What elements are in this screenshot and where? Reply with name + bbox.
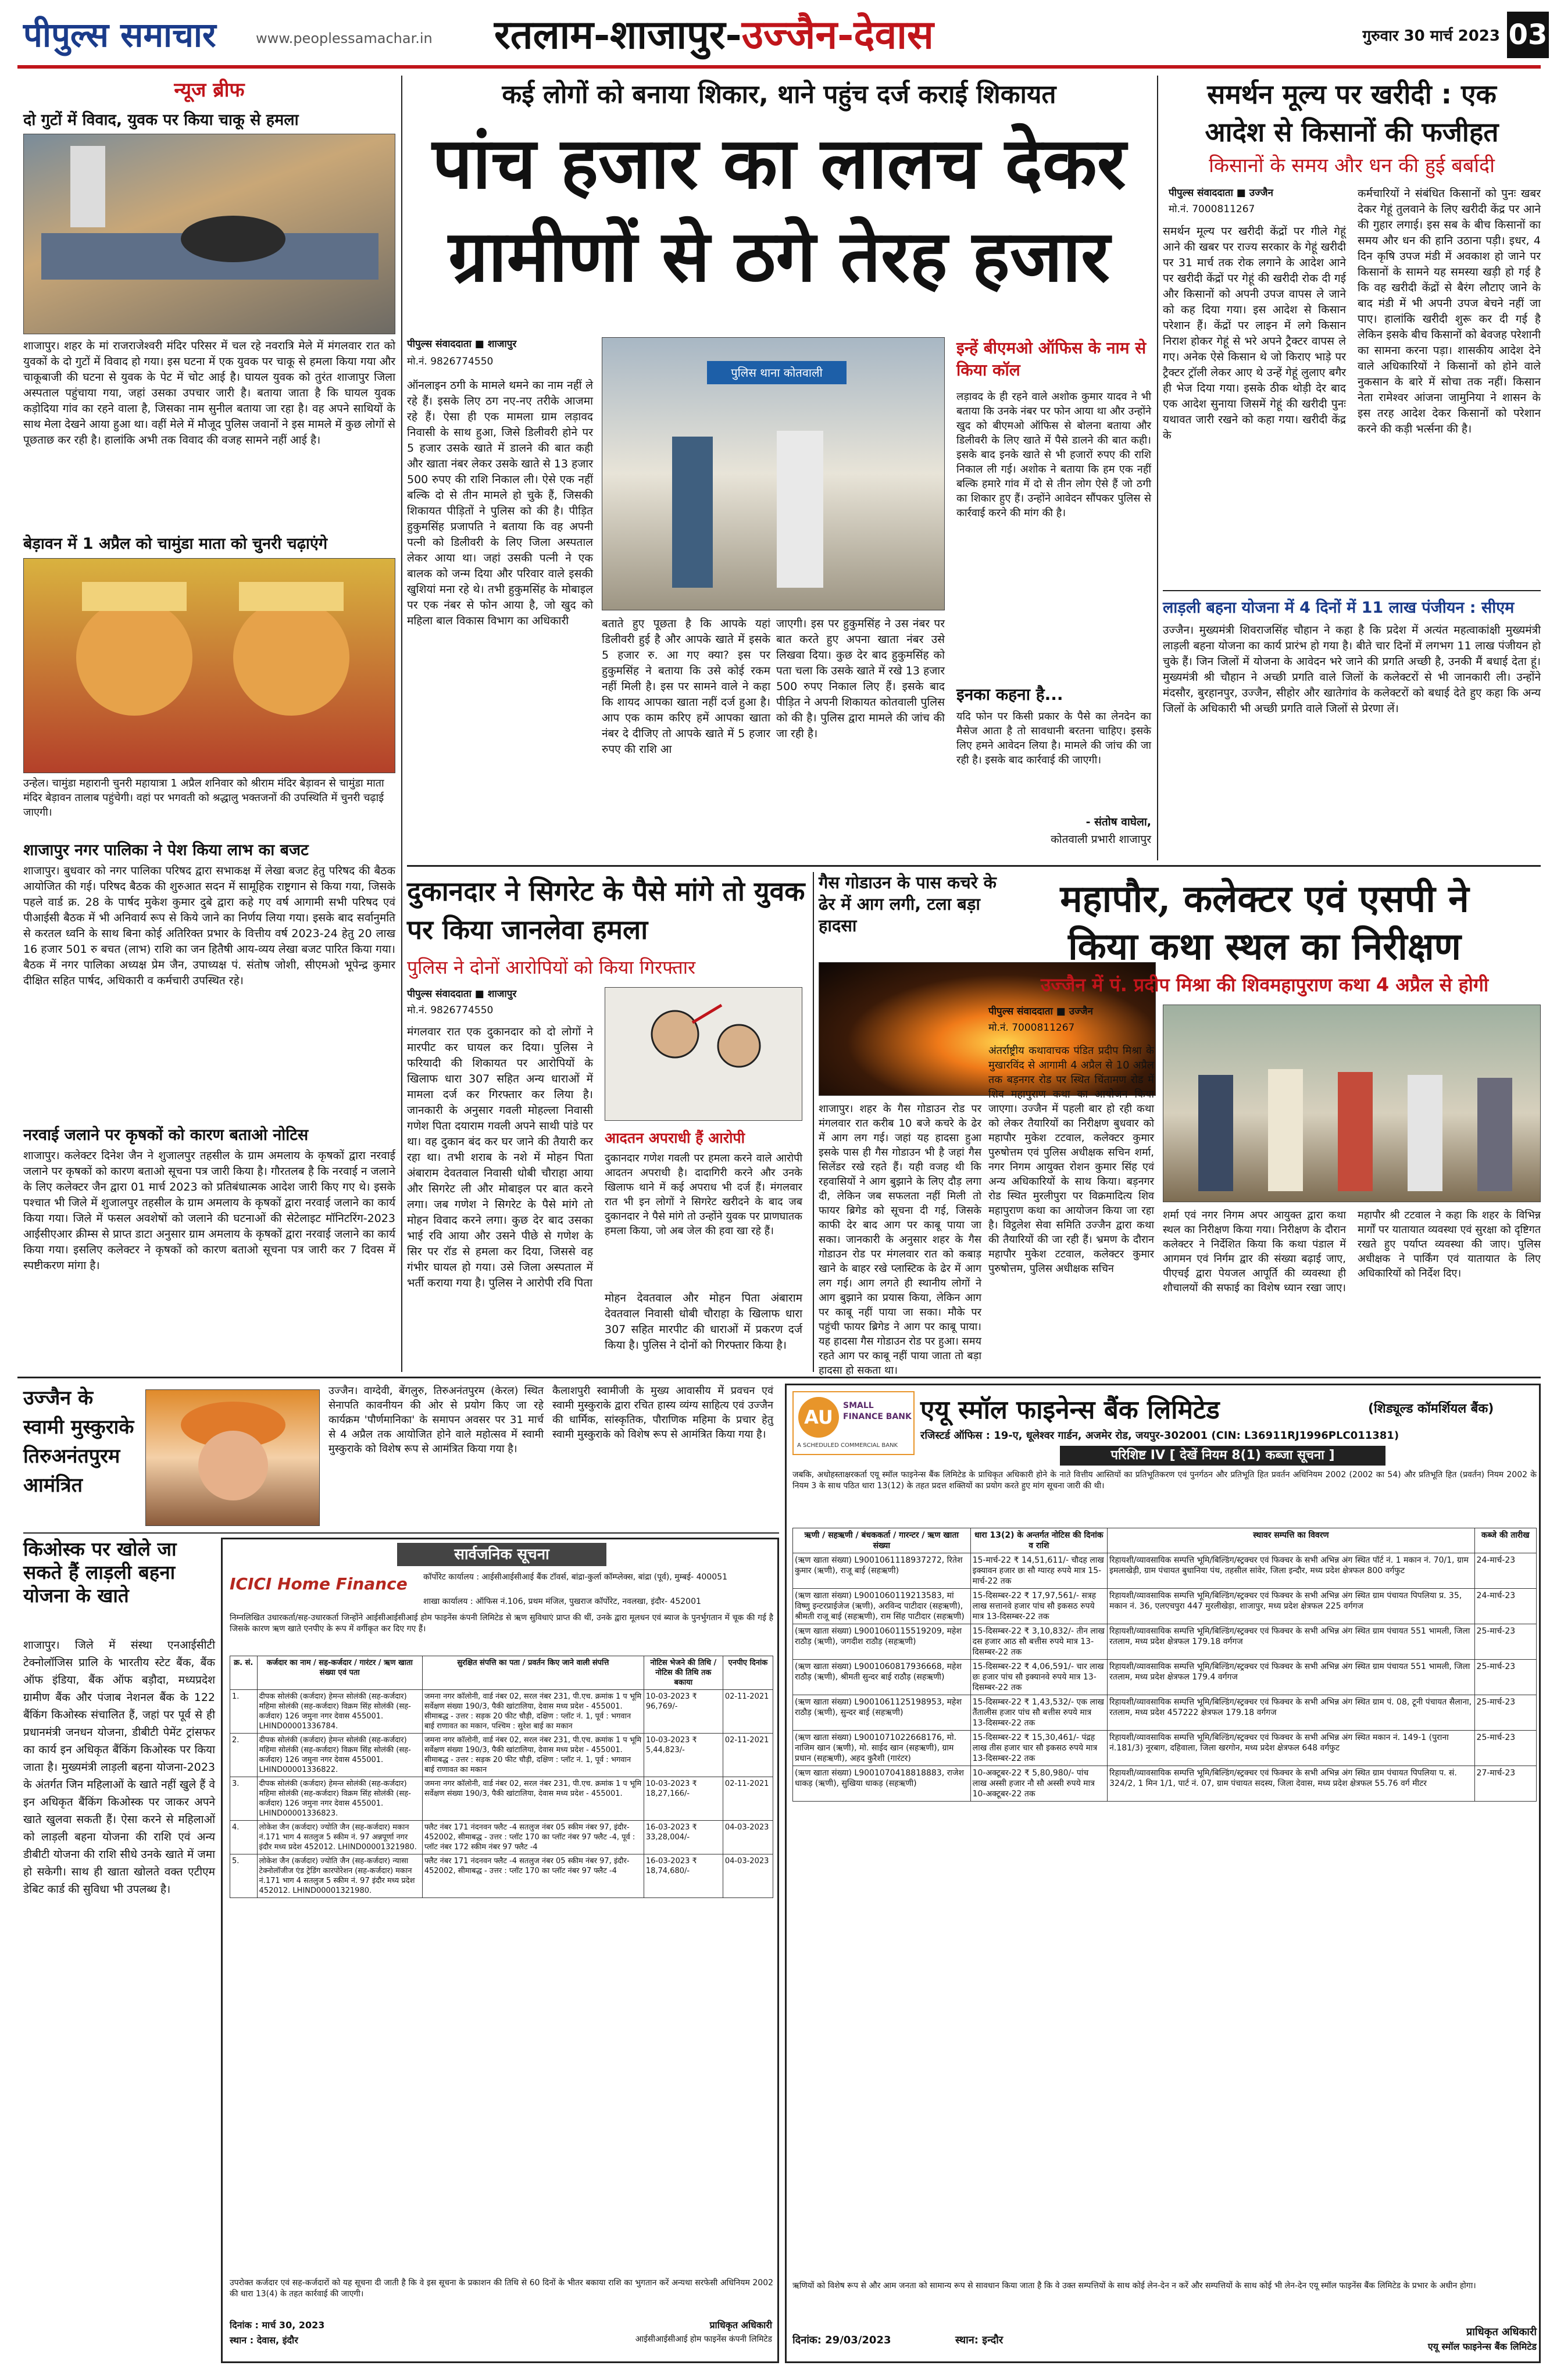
fraud-byline: पीपुल्स संवाददाता ■ शाजापुर <box>407 338 517 350</box>
icici-col-borrower: कर्जदार का नाम / सह-कर्जदार / गारंटर / ऋण खाता संख्या एवं पता <box>257 1656 422 1690</box>
page-number: 03 <box>1507 12 1549 58</box>
cigarette-subheadline: पुलिस ने दोनों आरोपियों को किया गिरफ्तार <box>407 956 696 978</box>
brief-headline-2: बेड़ावन में 1 अप्रैल को चामुंडा माता को चुनरी चढ़ाएंगे <box>23 535 328 553</box>
cell: 15-दिसम्बर-22 ₹ 17,97,561/- सत्रह लाख सत्तानवे हजार पांच सौ इकसठ रुपये मात्र 13-दिसम्बर-22 तक <box>970 1589 1108 1624</box>
cell: 4. <box>230 1821 258 1854</box>
column-divider-left <box>401 76 402 1372</box>
au-office: रजिस्टर्ड ऑफिस : 19-ए, धूलेश्वर गार्डन, अजमेर रोड, जयपुर-302001 (CIN: L36911RJ1996PLC011381) <box>920 1430 1399 1442</box>
brief-text-4: शाजापुर। कलेक्टर दिनेश जैन ने शुजालपुर तहसील के ग्राम अमलाय के कृषकों द्वारा नरवाई जलाने पर कृषकों को कारण बताओ सूचना पत्र जारी किया है। गौरतलब है कि नरवाई न जलाने के लिए कलेक्टर जैन द्वारा 01 मार्च 2023 को प्रतिबंधात्मक आदेश जारी किए गए थे। इसके पश्चात भी जिले में शुजालपुर तहसील के ग्राम अमलाय के कृषकों द्वारा नरवाई जलाने का कार्य किया गया। जिले में फसल अवशेषों को जलाने की घटनाओं की सेटेलाइट मॉनिटरिंग-2023 आईसीएआर क्रीम्स से प्राप्त डाटा अनुसार ग्राम अमलाय के कृषकों द्वारा नरवाई जलाने का कार्य किया गया। इसलिए कलेक्टर ने कृषकों को कारण बताओ सूचना पत्र जारी कर 7 दिवस में स्पष्टीकरण मांगा है। <box>23 1149 395 1272</box>
fraud-text-1: ऑनलाइन ठगी के मामले थमने का नाम नहीं ले रहे हैं। इसके लिए ठग नए-नए तरीके आजमा रहे हैं। ऐसा ही एक मामला ग्राम लड़ावद निवासी के साथ हुआ, जिसे डिलीवरी होने पर 5 हजार उसके खाते में डालने की बात कही और खाता नंबर लेकर उसके खाते से 13 हजार 500 रुपए की राशि निकाल ली। ऐसे एक नहीं बल्कि दो से तीन मामले हो चुके हैं, जिसकी शिकायत पीड़ितों ने पुलिस को की है। पीड़ित हुकुमसिंह प्रजापति ने बताया कि वह अपनी पत्नी को डिलीवरी के लिए जिला अस्पताल लेकर आया था। जहां उसकी पत्नी ने एक बालक को जन्म दिया और परिवार वाले इसकी खुशियां मना रहे थे। तभी हुकुमसिंह के मोबाइल पर एक नंबर से फोन आया है, जो खुद को महिला बाल विकास विभाग का अधिकारी <box>407 379 593 627</box>
icici-place: स्थान : देवास, इंदौर <box>230 2335 298 2346</box>
msp-subheadline: किसानों के समय और धन की हुई बर्बादी <box>1209 154 1495 177</box>
au-table <box>792 1528 1537 1802</box>
au-logo-box <box>792 1391 915 1455</box>
cell: लोकेश जैन (कर्जदार) ज्योति जैन (सह-कर्जदार) मकान नं.171 भाग 4 सतलुज 5 स्कीम नं. 97 अन्नपूर्णा नगर इंदौर मध्य प्रदेश 452012. LHIND00001321980. <box>257 1821 422 1854</box>
fire-text: शाजापुर। शहर के गैस गोडाउन रोड पर मंगलवार रात करीब 10 बजे कचरे के ढेर में आग लग गई। जहां यह हादसा हुआ इसके पास ही गैस गोडाउन भी है जहां गैस सिलेंडर रखे रहते हैं। यही वजह थी कि रहवासियों ने आग बुझाने के लिए दौड़ लगा दी, लेकिन जब सफलता नहीं मिली तो फायर ब्रिगेड को सूचना दी गई, जिसके काफी देर बाद आग पर काबू पाया जा सका। जानकारी के अनुसार शहर के गैस गोडाउन रोड पर मंगलवार रात को कबाड़ खाने के बाहर रखे प्लास्टिक के ढेर में आग लग गई। आग लगते ही स्थानीय लोगों ने आग बुझाने का प्रयास किया, लेकिन आग पर काबू नहीं पाया जा सका। मौके पर पहुंची फायर ब्रिगेड ने आग पर काबू पाया। यह हादसा गैस गोडाउन रोड पर हुआ। समय रहते आग पर काबू नहीं पाया जाता तो बड़ा हादसा हो सकता था। <box>819 1103 981 1377</box>
kiosk-text: शाजापुर। जिले में संस्था एनआईसीटी टेक्नोलॉजिस प्रालि के भारतीय स्टेट बैंक, बैंक ऑफ इंडिया, बैंक ऑफ बड़ौदा, मध्यप्रदेश ग्रामीण बैंक और पंजाब नेशनल बैंक के 122 बैंकिंग किओस्क संचालित हैं, जहां पर पूर्व से ही प्रधानमंत्री जनधन योजना, डीबीटी पेमेंट ट्रांसफर का कार्य इन अधिकृत बैंकिंग किओस्क पर किया जाता है। मुख्यमंत्री लाड़ली बहना योजना-2023 के अंतर्गत जिन महिलाओं के खाते नहीं खुले हैं वे इन अधिकृत बैंकिंग किओस्क पर जाकर अपने खाते खुलवा सकती हैं। ऐसा करने से महिलाओं को लाड़ली बहना योजना की राशि एवं अन्य डीबीटी योजना की राशि सीधे उनके खाते में जमा हो सकेगी। साथ ही खाता खोलते वक्त एटीएम डेबिट कार्ड की सुविधा भी उपलब्ध है। <box>23 1639 215 1896</box>
edition-title <box>494 6 1105 58</box>
msp-ladli-divider <box>1163 590 1541 591</box>
swami-text-2: कैलाशपुरी स्वामीजी के मुख्य आवासीय में प्रवचन एवं स्वामी मुस्कुराके द्वारा रचित हास्य व्यंग्य साहित्य एवं उज्जैन की धार्मिक, सांस्कृतिक, पौराणिक महिमा के प्रचार हेतु स्वामी मुस्कुराके को विशेष रूप से आमंत्रित किया गया है। <box>552 1385 773 1441</box>
mayor-headline-1: महापौर, कलेक्टर एवं एसपी ने <box>1060 877 1469 921</box>
cell: 10-03-2023 ₹ 5,44,823/- <box>644 1734 723 1777</box>
au-footer: ऋणियों को विशेष रूप से और आम जनता को सामान्य रूप से सावधान किया जाता है कि वे उक्त सम्पत्तियों के साथ कोई लेन-देन न करें और सम्पत्तियों के साथ कोई भी लेन-देन एयू स्मॉल फाइनेंस बैंक लिमिटेड के प्रभार के अधीन होगा। <box>792 2281 1476 2290</box>
cell: (ऋण खाता संख्या) L9001061118937272, रितेश कुमार (ऋणी), राजू बाई (सहऋणी) <box>793 1553 971 1589</box>
icici-date: दिनांक : मार्च 30, 2023 <box>230 2320 325 2331</box>
cigarette-box-text: दुकानदार गणेश गवली पर हमला करने वाले आरोपी आदतन अपराधी है। दादागिरी करने और उनके खिलाफ थाने में कई अपराध भी दर्ज हैं। मंगलवार रात भी इन लोगों ने सिगरेट खरीदने के बाद जब दुकानदार ने पैसे मांगे तो उन्होंने युवक पर प्राणघातक हमला किया, जो अब जेल की हवा खा रहे हैं। <box>605 1152 802 1237</box>
cigarette-byline: पीपुल्स संवाददाता ■ शाजापुर <box>407 988 517 1000</box>
cell: दीपक सोलंकी (कर्जदार) हेमन्त सोलंकी (सह-कर्जदार) महिमा सोलंकी (सह-कर्जदार) विक्रम सिंह सोलंकी (सह-कर्जदार) 126 जमुना नगर देवास 455001. LHIND00001336822. <box>257 1734 422 1777</box>
cell: 15-दिसम्बर-22 ₹ 4,06,591/- चार लाख छः हजार पांच सौ इक्यानवे रुपये मात्र 13-दिसम्बर-22 तक <box>970 1660 1108 1695</box>
fraud-quote-author: - संतोष वाघेला, <box>1085 816 1151 828</box>
cigarette-text-1: मंगलवार रात एक दुकानदार को दो लोगों ने मारपीट कर घायल कर दिया। पुलिस ने फरियादी की शिकायत पर आरोपियों के खिलाफ धारा 307 सहित अन्य धाराओं में मामला दर्ज कर गिरफ्तार कर लिया है। जानकारी के अनुसार गवली मोहल्ला निवासी गणेश पिता दयाराम गवली अपने साथी पांडे पर था। वह दुकान बंद कर घर जाने की तैयारी कर रहा था। तभी शराब के नशे में मोहन पिता अंबाराम देवतवाल निवासी धोबी चौराहा आया और सिगरेट ली और मोबाइल पर बात करने लगा। जब गणेश ने सिगरेट के पैसे मांगे तो मोहन विवाद करने लगा। कुछ देर बाद उसका भाई रवि आया और उसने पीछे से गणेश के सिर पर रॉड से हमला कर दिया, जिससे वह गंभीर घायल हो गया। उसे जिला अस्पताल में भर्ती कराया गया है। पुलिस ने आरोपी रवि पिता <box>407 1025 593 1289</box>
table-row <box>793 1695 1537 1731</box>
police-station-sign: पुलिस थाना कोतवाली <box>707 361 847 384</box>
cell: रिहायशी/व्यावसायिक सम्पत्ति भूमि/बिल्डिंग/स्ट्रक्चर एवं फिक्चर के सभी अभिन्न अंग स्थित ग्राम पंचायत पिपलिया प्र. 35, मकान नं. 36, एलएचपुरा 447 मुरलीखेड़ा, शाजापुर, मध्य प्रदेश क्षेत्रफल 225 वर्गगज <box>1108 1589 1474 1624</box>
goddess-photo <box>23 558 395 773</box>
cell: (ऋण खाता संख्या) L9001070418818883, राजेश धाकड़ (ऋणी), सुखिया धाकड़ (सहऋणी) <box>793 1766 971 1802</box>
icici-logo: ICICI Home Finance <box>230 1574 408 1593</box>
au-col-notice: धारा 13(2) के अन्तर्गत नोटिस की दिनांक व राशि <box>970 1528 1108 1553</box>
fraud-kicker: कई लोगों को बनाया शिकार, थाने पहुंच दर्ज कराई शिकायत <box>502 80 1056 109</box>
cigarette-text-2: मोहन देवतवाल और मोहन पिता अंबाराम देवतवाल निवासी धोबी चौराहा के खिलाफ धारा 307 सहित मारपीट की धाराओं में प्रकरण दर्ज किया है। पुलिस ने दोनों को गिरफ्तार किया है। <box>605 1292 802 1352</box>
column-divider-center <box>1157 76 1158 860</box>
fraud-mobile: मो.नं. 9826774550 <box>407 356 494 367</box>
au-bank-notice <box>785 1384 1541 2363</box>
cell: (ऋण खाता संख्या) L9001061125198953, महेश राठौड़ (ऋणी), सुन्दर बाई (सहऋणी) <box>793 1695 971 1731</box>
lower-horizontal-rule <box>17 1377 1541 1378</box>
mayor-text-2: शर्मा एवं नगर निगम अपर आयुक्त द्वारा कथा स्थल का निरीक्षण किया गया। निरीक्षण के दौरान कलेक्टर ने निर्देशित किया कि कथा पंडाल में आगमन एवं निर्गम द्वार की संख्या बढ़ाई जाए, पीएचई द्वारा पेयजल आपूर्ति की व्यवस्था ही शौचालयों की सफाई का विशेष ध्यान रखा जाए। महापौर श्री टटवाल ने कहा कि शहर के विभिन्न मार्गों पर यातायात व्यवस्था एवं सुरक्षा को दृष्टिगत रखते हुए पर्याप्त व्यवस्था की जाए। पुलिस अधीक्षक ने पार्किंग एवं यातायात के लिए अधिकारियों को निर्देश दिए। <box>1163 1209 1541 1294</box>
icici-table <box>230 1656 773 1898</box>
cell: 10-अक्टूबर-22 ₹ 5,80,980/- पांच लाख अस्सी हजार नौ सौ अस्सी रुपये मात्र 10-अक्टूबर-22 तक <box>970 1766 1108 1802</box>
ladli-headline: लाड़ली बहना योजना में 4 दिनों में 11 लाख पंजीयन : सीएम <box>1163 599 1515 617</box>
cell: जमना नगर कॉलोनी, वार्ड नंबर 02, सरल नंबर 231, पी.एच. क्रमांक 1 प भूमि सर्वेक्षण संख्या 190/3, पैकी खांटालिया, देवास मध्य प्रदेश - 455001. सीमाबद्ध - उत्तर : सड़क 20 फीट चौड़ी, दक्षिण : प्लॉट नं. 1, पूर्व : भगवान बाई राणावत का मकान, पश्चिम : सुरेश बाई का मकान <box>422 1690 644 1734</box>
cell: 16-03-2023 ₹ 33,28,004/- <box>644 1821 723 1854</box>
cell: रिहायशी/व्यावसायिक सम्पत्ति भूमि/बिल्डिंग/स्ट्रक्चर एवं फिक्चर के सभी अभिन्न अंग स्थित ग्राम पंचायत पिपलिया प. सं. 324/2, 1 मिन 1/1, पार्ट नं. 07, ग्राम पंचायत सदस्य, जिला देवास, मध्य प्रदेश क्षेत्रफल 55.76 वर्ग मीटर <box>1108 1766 1474 1802</box>
au-date: दिनांक: 29/03/2023 <box>792 2334 891 2346</box>
cell: रिहायशी/व्यावसायिक सम्पत्ति भूमि/बिल्डिंग/स्ट्रक्चर एवं फिक्चर के सभी अभिन्न अंग स्थित ग्राम पं. 08, टूनी पंचायत सैलाना, रतलाम, मध्य प्रदेश 457222 क्षेत्रफल 179.18 वर्गगज <box>1108 1695 1474 1731</box>
cell: रिहायशी/व्यावसायिक सम्पत्ति भूमि/बिल्डिंग/स्ट्रक्चर एवं फिक्चर के सभी अभिन्न अंग स्थित मकान नं. 149-1 (पुराना नं.181/3) नूरबाग, दहिवाला, जिला खरगोन, मध्य प्रदेश क्षेत्रफल 648 वर्गफुट <box>1108 1731 1474 1766</box>
table-row <box>230 1690 773 1734</box>
hospital-photo-illustration <box>24 134 396 335</box>
swami-story <box>23 1384 779 1529</box>
fraud-headline: पांच हजार का लालच देकर ग्रामीणों से ठगे तेरह हजार <box>432 121 1126 298</box>
brief-headline-1: दो गुटों में विवाद, युवक पर किया चाकू से हमला <box>23 111 299 129</box>
cell: 25-मार्च-23 <box>1474 1695 1536 1731</box>
news-brief-column <box>23 76 395 1372</box>
column-divider-cig <box>813 872 814 1372</box>
edition-title-accent: उज्जैन-देवास <box>741 12 934 58</box>
table-row <box>230 1734 773 1777</box>
au-table-header <box>793 1528 1537 1553</box>
table-row <box>230 1821 773 1854</box>
cell: 02-11-2021 <box>723 1734 773 1777</box>
brief-headline-3: शाजापुर नगर पालिका ने पेश किया लाभ का बजट <box>23 841 309 859</box>
icici-signatory: प्राधिकृत अधिकारी <box>709 2320 772 2331</box>
cell: फ्लैट नंबर 171 नंदनवन फ्लैट -4 सतलुज नंबर 05 स्कीम नंबर 97, इंदौर- 452002, सीमाबद्ध - उत्तर : प्लॉट 170 का प्लॉट नंबर 97 फ्लैट -4, पूर्व : प्लॉट नंबर 172 स्कीम नंबर 97 फ्लैट -4 <box>422 1821 644 1854</box>
au-signatory: प्राधिकृत अधिकारी <box>1466 2326 1537 2338</box>
mayor-mobile: मो.नं. 7000811267 <box>988 1022 1075 1034</box>
fraud-side-text: लड़ावद के ही रहने वाले अशोक कुमार यादव ने भी बताया कि उनके नंबर पर फोन आया था और उन्होंने खुद को बीएमओ ऑफिस से बोलना बताया और डिलीवरी के लिए खाते में पैसे डालने की बात कही। इसके बाद इनके खाते से भी हजारों रुपए की राशि निकाल ली गई। अशोक ने बताया कि हम एक नहीं बल्कि हमारे गांव में दो से तीन लोग ऐसे हैं जो ठगी का शिकार हुए हैं। उन्होंने आवेदन सौंपकर पुलिस से कार्रवाई करने की मांग की है। <box>956 391 1151 519</box>
table-row <box>793 1731 1537 1766</box>
swami-headline: उज्जैन के स्वामी मुस्कुराके तिरुअनंतपुरम आमंत्रित <box>23 1386 134 1497</box>
cell: 24-मार्च-23 <box>1474 1553 1536 1589</box>
cell: रिहायशी/व्यावसायिक सम्पत्ति भूमि/बिल्डिंग/स्ट्रक्चर एवं फिक्चर के सभी अभिन्न अंग स्थित पॉर्ट नं. 1 मकान नं. 70/1, ग्राम इमलाखेड़ी, ग्राम पंचायत बुधानिया पंथ, तहसील सांवेर, जिला इन्दौर, मध्य प्रदेश क्षेत्रफल 800 वर्गफुट <box>1108 1553 1474 1589</box>
au-logo-text: SMALL FINANCE BANK <box>843 1401 912 1421</box>
icici-table-header <box>230 1656 773 1690</box>
au-logo-mark: AU <box>798 1397 839 1438</box>
msp-story <box>1163 76 1541 587</box>
au-logo-tagline: A SCHEDULED COMMERCIAL BANK <box>797 1442 898 1449</box>
cigarette-box-headline: आदतन अपराधी हैं आरोपी <box>605 1130 745 1146</box>
au-col-possession: कब्जे की तारीख <box>1474 1528 1536 1553</box>
cell: (ऋण खाता संख्या) L9001060119213583, मां विष्णु इन्टरप्राईजेज (ऋणी), अरविन्द पाटीदार (सहऋणी), श्रीमती राजू बाई (सहऋणी), राम सिंह पाटीदार (सहऋणी) <box>793 1589 971 1624</box>
msp-text-2: कर्मचारियों ने संबंधित किसानों को पुनः खबर देकर गेहूं तुलवाने के लिए खरीदी केंद्र पर आने की गुहार लगाई। इस सब के बीच किसानों का समय और धन की हानि उठाना पड़ी। इधर, 4 दिन कृषि उपज मंडी में अवकाश हो जाने पर किसानों के सामने यह समस्या खड़ी हो गई है कि वह खरीदी केंद्रों से बैरंग लौटाए जाने के बाद मंडी में भी अपनी उपज बेचने नहीं जा पाए। हालांकि खरीदी शुरू कर दी गई है लेकिन इसके बीच किसानों को बेवजह परेशानी का सामना करना पड़ा। शासकीय आदेश देने वाले अधिकारियों ने किसानों को होने वाले नुकसान के बारे में सोचा तक नहीं। किसान नेता रामेश्वर आंजना जामुनिया ने शासन के इस तरह आदेश देकर किसानों को परेशान करने की कड़ी भर्त्सना की है। <box>1358 187 1541 435</box>
cell: 1. <box>230 1690 258 1734</box>
ladli-text: उज्जैन। मुख्यमंत्री शिवराजसिंह चौहान ने कहा है कि प्रदेश में अत्यंत महत्वाकांक्षी मुख्यमंत्री लाड़ली बहना योजना का कार्य प्रारंभ हो गया है। बीते चार दिनों में लगभग 11 लाख पंजीयन हो चुके हैं। जिन जिलों में योजना के आवेदन भरे जाने की प्रगति अच्छी है, उनकी मैं बधाई देता हूं। मुख्यमंत्री श्री चौहान ने अच्छी प्रगति वाले जिलों के कलेक्टरों से भी जानकारी ली। उन्होंने मंदसौर, बुरहानपुर, उज्जैन, सीहोर और खातेगांव के कलेक्टरों को बधाई देते हुए कहा कि अन्य जिलों के अधिकारी भी अच्छी प्रगति वाले जिलों से प्रेरणा लें। <box>1163 624 1541 715</box>
fraud-quote-headline: इनका कहना है... <box>956 685 1063 704</box>
icici-col-property: सुरक्षित संपत्ति का पता / प्रवर्तन किए जाने वाली संपत्ति <box>422 1656 644 1690</box>
mayor-headline-2: किया कथा स्थल का निरीक्षण <box>1068 925 1461 969</box>
cell: 10-03-2023 ₹ 18,27,166/- <box>644 1777 723 1821</box>
icici-banner: सार्वजनिक सूचना <box>397 1543 606 1566</box>
table-row <box>793 1624 1537 1660</box>
cell: (ऋण खाता संख्या) L9001071022668176, मो. नाजिम खान (ऋणी), मो. साईद खान (सहऋणी), ग्राम प्रधान (सहऋणी), अहद कुरैशी (गारंटर) <box>793 1731 971 1766</box>
msp-byline: पीपुल्स संवाददाता ■ उज्जैन <box>1169 187 1273 199</box>
cell: 15-दिसम्बर-22 ₹ 15,30,461/- पंद्रह लाख तीस हजार चार सौ इकसठ रुपये मात्र 13-दिसम्बर-22 तक <box>970 1731 1108 1766</box>
news-brief-label: न्यूज ब्रीफ <box>174 78 245 102</box>
brief-headline-4: नरवाई जलाने पर कृषकों को कारण बताओ नोटिस <box>23 1126 309 1144</box>
fraud-quote-text: यदि फोन पर किसी प्रकार के पैसे का लेनदेन का मैसेज आता है तो सावधानी बरतना चाहिए। इसके लिए हमने आवेदन लिया है। मामले की जांच की जा रही है। इसके बाद कार्रवाई की जाएगी। <box>956 710 1151 766</box>
cell: (ऋण खाता संख्या) L9001060817936668, महेश राठौड़ (ऋणी), श्रीमती सुन्दर बाई राठौड़ (सहऋणी) <box>793 1660 971 1695</box>
au-place: स्थान: इन्दौर <box>955 2334 1004 2346</box>
ladli-story <box>1163 596 1541 860</box>
cigarette-story <box>407 872 808 1372</box>
cell: 27-मार्च-23 <box>1474 1766 1536 1802</box>
brief-text-3: शाजापुर। बुधवार को नगर पालिका परिषद द्वारा सभाकक्ष में लेखा बजट हेतु परिषद की बैठक आयोजित की गई। परिषद बैठक की शुरुआत सदन में सामूहिक राष्ट्रगान से किया गया, जिसके पहले वार्ड क्र. 28 के पार्षद मुकेश कुमार दुबे द्वारा कहे गए वर्ष आगामी सभी परिषद एवं पीआईसी बैठक में भी अनिवार्य रूप से किये जाने का निर्णय लिया गया। इसके बाद सर्वानुमति से करतल ध्वनि के साथ बिना कोई अतिरिक्त प्रभार के वित्तीय वर्ष 2023-24 हेतु 20 लाख 16 हजार 501 रु बचत (लाभ) राशि का जन हितैषी आय-व्यय लेखा बजट पारित किया गया। बैठक में नगर पालिका अध्यक्ष प्रेम जैन, उपाध्यक्ष पं. संतोष जोशी, सीएमओ भूपेन्द्र कुमार दीक्षित सहित पार्षद, अधिकारी व कर्मचारी उपस्थित रहे। <box>23 864 395 987</box>
mayor-inspection-illustration <box>1163 1005 1541 1203</box>
cell: फ्लैट नंबर 171 नंदनवन फ्लैट -4 सतलुज नंबर 05 स्कीम नंबर 97, इंदौर- 452002, सीमाबद्ध - उत्तर : प्लॉट 170 का प्लॉट नंबर 97 फ्लैट -4 <box>422 1854 644 1898</box>
fraud-side-headline: इन्हें बीएमओ ऑफिस के नाम से किया कॉल <box>956 338 1147 380</box>
brief-text-1: शाजापुर। शहर के मां राजराजेश्वरी मंदिर परिसर में चल रहे नवरात्रि मेले में मंगलवार रात को युवकों के दो गुटों में विवाद हो गया। इस घटना में एक युवक पर चाकू से हमला किया गया और चाकूबाजी की घटना से युवक के पेट में चोट आई है। घायल युवक को तुरंत शाजापुर जिला अस्पताल पहुंचाया गया, जहां उसका उपचार जारी है। बताया जाता है कि घायल युवक कड़ोदिया गांव का रहने वाला है, जिसका नाम सुनील बताया जा रहा है। वह अपने साथियों के साथ मेला देखने आया हुआ था। वहीं मेले में मौजूद पुलिस जवानों ने इस मामले में कुछ लोगों से पूछताछ कर रही है। हालांकि अभी तक विवाद की वजह सामने नहीं आई है। <box>23 340 396 446</box>
cell: 2. <box>230 1734 258 1777</box>
icici-address-1: कॉर्पोरेट कार्यालय : आईसीआईसीआई बैंक टॉवर्स, बांद्रा-कुर्ला कॉम्प्लेक्स, बांद्रा (पूर्व), मुम्बई- 400051 <box>423 1573 728 1582</box>
cell: रिहायशी/व्यावसायिक सम्पत्ति भूमि/बिल्डिंग/स्ट्रक्चर एवं फिक्चर के सभी अभिन्न अंग स्थित ग्राम पंचायत 551 भामली, जिला रतलाम, मध्य प्रदेश क्षेत्रफल 179.18 वर्गगज <box>1108 1624 1474 1660</box>
msp-text-1: समर्थन मूल्य पर खरीदी केंद्रों पर गीले गेहूं आने की खबर पर राज्य सरकार के गेहूं खरीदी पर 31 मार्च तक रोक लगाने के आदेश आने पर खरीदी केंद्रों पर गेहूं की खरीदी रोक दी गई और किसानों को अपनी उपज वापस ले जाने को कह दिया गया। इस आदेश से किसान परेशान हैं। केंद्रों पर लाइन में लगे किसान निराश होकर गेहूं से भरे अपने ट्रैक्टर वापस ले गए। अनेक ऐसे किसान थे जो किराए भाड़े पर ट्रैक्टर ट्रॉली लेकर आए थे उन्हें गेहूं लुलाए बगैर ही भेज दिया गया। इसके ठीक थोड़ी देर बाद एक आदेश सुनाया जिसमें गेहूं की खरीदी पुनः यथावत जारी रखने को कहा गया। खरीदी केंद्र के <box>1163 225 1346 442</box>
table-row <box>793 1553 1537 1589</box>
icici-col-npa: एनपीए दिनांक <box>723 1656 773 1690</box>
cell: जमना नगर कॉलोनी, वार्ड नंबर 02, सरल नंबर 231, पी.एच. क्रमांक 1 प भूमि सर्वेक्षण संख्या 190/3, पैकी खांटालिया, देवास मध्य प्रदेश - 455001. सीमाबद्ध - उत्तर : सड़क 20 फीट चौड़ी, दक्षिण : प्लॉट नं. 1, पूर्व : भगवान बाई राणावत का मकान <box>422 1734 644 1777</box>
cell: 04-03-2023 <box>723 1854 773 1898</box>
cigarette-mobile: मो.नं. 9826774550 <box>407 1005 494 1016</box>
icici-signatory-company: आईसीआईसीआई होम फाइनेंस कंपनी लिमिटेड <box>635 2335 772 2344</box>
kiosk-story <box>23 1538 215 2363</box>
cell: दीपक सोलंकी (कर्जदार) हेमन्त सोलंकी (सह-कर्जदार) महिमा सोलंकी (सह-कर्जदार) विक्रम सिंह सोलंकी (सह-कर्जदार) 126 जमुना नगर देवास 455001. LHIND00001336784. <box>257 1690 422 1734</box>
mayor-story <box>988 872 1541 1372</box>
cell: 15-मार्च-22 ₹ 14,51,611/- चौदह लाख इक्यावन हजार छः सौ ग्यारह रुपये मात्र 15-मार्च-22 तक <box>970 1553 1108 1589</box>
au-signatory-company: एयू स्मॉल फाइनेन्स बैंक लिमिटेड <box>1427 2341 1537 2352</box>
mayor-subheadline: उज्जैन में पं. प्रदीप मिश्रा की शिवमहापुराण कथा 4 अप्रैल से होगी <box>1040 974 1489 996</box>
cell: 25-मार्च-23 <box>1474 1660 1536 1695</box>
masthead-date: गुरुवार 30 मार्च 2023 <box>1362 27 1500 45</box>
au-title: एयू स्मॉल फाइनेन्स बैंक लिमिटेड <box>920 1395 1220 1425</box>
fraud-quote-role: कोतवाली प्रभारी शाजापुर <box>1051 833 1151 846</box>
cell: 02-11-2021 <box>723 1690 773 1734</box>
goddess-caption: उन्हेल। चामुंडा महारानी चुनरी महायात्रा 1 अप्रैल शनिवार को श्रीराम मंदिर बेड़ावन से चामुंडा माता मंदिर बेड़ावन तालाब पहुंचेगी। वहां पर भगवती को श्रद्धालु भक्तजनों की उपस्थिति में चुनरी चढ़ाई जाएगी। <box>23 777 384 819</box>
cell: 25-मार्च-23 <box>1474 1624 1536 1660</box>
au-title-tag: (शिड्यूल्ड कॉमर्शियल बैंक) <box>1368 1402 1494 1416</box>
cell: 5. <box>230 1854 258 1898</box>
middle-horizontal-rule <box>407 865 1541 867</box>
cell: 25-मार्च-23 <box>1474 1731 1536 1766</box>
table-row <box>793 1660 1537 1695</box>
icici-address-2: शाखा कार्यालय : ऑफिस नं.106, प्रथम मंजिल, पुखराज कॉर्पोरेट, नवलखा, इंदौर- 452001 <box>423 1597 701 1606</box>
au-notice-title: परिशिष्ट IV [ देखें नियम 8(1) कब्जा सूचना ] <box>1060 1446 1385 1466</box>
mayor-text-1: अंतर्राष्ट्रीय कथावाचक पंडित प्रदीप मिश्रा के मुखारविंद से आगामी 4 अप्रैल से 10 अप्रैल तक बड़नगर रोड पर स्थित चिंतामण रोड में शिव महापुराण कथा का आयोजन किया जाएगा। उज्जैन में पहली बार हो रही कथा को लेकर तैयारियों का निरीक्षण बुधवार को महापौर मुकेश टटवाल, कलेक्टर कुमार पुरुषोत्तम एवं पुलिस अधीक्षक सचिन शर्मा, नगर निगम आयुक्त रोशन कुमार सिंह एवं अन्य अधिकारियों के साथ किया। बड़नगर रोड स्थित मुरलीपुरा पर विक्रमादित्य शिव महापुराण कथा का आयोजन किया जा रहा है। विट्ठलेश सेवा समिति उज्जैन द्वारा कथा की तैयारियों की जा रही हैं। भ्रमण के दौरान महापौर मुकेश टटवाल, कलेक्टर कुमार पुरुषोत्तम, पुलिस अधीक्षक सचिन <box>988 1045 1154 1275</box>
msp-headline-2: आदेश से किसानों की फजीहत <box>1205 116 1499 148</box>
icici-col-sr: क्र. सं. <box>230 1656 258 1690</box>
cell: 04-03-2023 <box>723 1821 773 1854</box>
assault-illustration <box>605 987 802 1121</box>
fraud-story <box>407 76 1151 860</box>
cell: लोकेश जैन (कर्जदार) ज्योति जैन (सह-कर्जदार) न्यासा टेक्नोलॉजीज एंड ट्रेडिंग कारपोरेशन (सह-कर्जदार) मकान नं.171 भाग 4 सतलुज 5 स्कीम नं. 97 इंदौर मध्य प्रदेश 452012. LHIND00001321980. <box>257 1854 422 1898</box>
mayor-inspection-photo <box>1163 1005 1541 1202</box>
icici-intro: निम्नलिखित उधारकर्ता/सह-उधारकर्ता जिन्होंने आईसीआईसीआई होम फाइनेंस कंपनी लिमिटेड से ऋण सुविधाएं प्राप्त की थीं, उनके द्वारा मूलधन एवं ब्याज के पुनर्भुगतान में चूक की गई है जिसके कारण ऋण खाते एनपीए के रूप में वर्गीकृत कर दिए गए हैं। <box>230 1613 773 1634</box>
cell: (ऋण खाता संख्या) L9001060115519209, महेश राठौड़ (ऋणी), जगदीश राठौड़ (सहऋणी) <box>793 1624 971 1660</box>
mayor-byline: पीपुल्स संवाददाता ■ उज्जैन <box>988 1006 1093 1017</box>
hospital-photo <box>23 134 395 334</box>
icici-notice <box>221 1538 779 2363</box>
goddess-photo-illustration <box>24 559 396 774</box>
cell: 24-मार्च-23 <box>1474 1589 1536 1624</box>
table-row <box>230 1777 773 1821</box>
police-station-photo <box>602 337 945 610</box>
au-intro: जबकि, अधोहस्ताक्षरकर्ता एयू स्मॉल फाइनेन्स बैंक लिमिटेड के प्राधिकृत अधिकारी होने के नाते वित्तीय आस्तियों का प्रतिभूतिकरण एवं पुनर्गठन और प्रतिभूति हित प्रवर्तन अधिनियम 2002 (2002 का 54) और प्रतिभूति हित (प्रवर्तन) नियम 2002 के नियम 3 के साथ पठित धारा 13(12) के तहत प्रदत्त शक्तियों का प्रयोग करते हुए मांग सूचना जारी की थी। <box>792 1470 1537 1491</box>
fraud-text-3: जाएगी। इस पर हुकुमसिंह ने उस नंबर पर बात करते हुए अपना खाता नंबर उसे लिखवा दिया। कुछ देर बाद हुकुमसिंह को पता चला कि उसके खाते में रखे 13 हजार 500 रुपए निकाल लिए हैं। इसके बाद पीड़ित ने अपनी शिकायत कोतवाली पुलिस को की है। पुलिस द्वारा मामले की जांच की जा रही है। <box>776 617 945 740</box>
swami-photo <box>145 1389 320 1526</box>
au-col-property: स्थावर सम्पत्ति का विवरण <box>1108 1528 1474 1553</box>
swami-photo-illustration <box>146 1390 320 1527</box>
fire-headline: गैस गोडाउन के पास कचरे के ढेर में आग लगी, टला बड़ा हादसा <box>819 873 997 935</box>
icici-col-notice: नोटिस भेजने की तिथि / नोटिस की तिथि तक बकाया <box>644 1656 723 1690</box>
masthead-divider <box>17 65 1541 69</box>
cell: 16-03-2023 ₹ 18,74,680/- <box>644 1854 723 1898</box>
masthead <box>0 0 1557 70</box>
assault-illustration-drawing <box>605 988 803 1121</box>
msp-mobile: मो.नं. 7000811267 <box>1169 203 1255 215</box>
cell: 15-दिसम्बर-22 ₹ 3,10,832/- तीन लाख दस हजार आठ सौ बत्तीस रुपये मात्र 13-दिसम्बर-22 तक <box>970 1624 1108 1660</box>
masthead-logo: पीपुल्स समाचार <box>23 15 216 55</box>
swami-text-1: उज्जैन। वाग्देवी, बेंगलुरु, तिरुअनंतपुरम (केरल) स्थित सेनापति कावनीयन की ओर से प्रयोग किए जा रहे कार्यक्रम 'पौर्णमानिका' के समापन अवसर पर 31 मार्च से 4 अप्रैल तक आयोजित होने वाले महोत्सव में स्वामी मुस्कुराके को विशेष रूप से आमंत्रित किया गया है। <box>328 1385 544 1455</box>
cell: 15-दिसम्बर-22 ₹ 1,43,532/- एक लाख तैंतालीस हजार पांच सौ बत्तीस रुपये मात्र 13-दिसम्बर-22 तक <box>970 1695 1108 1731</box>
cell: 02-11-2021 <box>723 1777 773 1821</box>
cell: 10-03-2023 ₹ 96,769/- <box>644 1690 723 1734</box>
cell: दीपक सोलंकी (कर्जदार) हेमन्त सोलंकी (सह-कर्जदार) महिमा सोलंकी (सह-कर्जदार) विक्रम सिंह सोलंकी (सह-कर्जदार) 126 जमुना नगर देवास 455001. LHIND00001336823. <box>257 1777 422 1821</box>
swami-divider <box>23 1532 779 1534</box>
icici-footer: उपरोक्त कर्जदार एवं सह-कर्जदारों को यह सूचना दी जाती है कि वे इस सूचना के प्रकाशन की तिथि से 60 दिनों के भीतर बकाया राशि का भुगतान करें अन्यथा सरफेसी अधिनियम 2002 की धारा 13(4) के तहत कार्रवाई की जाएगी। <box>230 2278 773 2299</box>
edition-title-main: रतलाम-शाजापुर- <box>494 12 742 58</box>
table-row <box>793 1766 1537 1802</box>
cigarette-headline: दुकानदार ने सिगरेट के पैसे मांगे तो युवक पर किया जानलेवा हमला <box>407 875 805 945</box>
cell: रिहायशी/व्यावसायिक सम्पत्ति भूमि/बिल्डिंग/स्ट्रक्चर एवं फिक्चर के सभी अभिन्न अंग स्थित ग्राम पंचायत 551 भामली, जिला रतलाम, मध्य प्रदेश क्षेत्रफल 179.4 वर्गगज <box>1108 1660 1474 1695</box>
kiosk-headline: किओस्क पर खोले जा सकते हैं लाड़ली बहना योजना के खाते <box>23 1538 177 1607</box>
fraud-text-2: बताते हुए पूछता है कि आपके यहां डिलीवरी हुई है और आपके खाते में इसके 5 हजार रु. आ गए क्या? इस पर हुकुमसिंह ने बताया कि उसे कोई रकम नहीं मिली है। इस पर सामने वाले ने कहा कि शायद आपका खाता नहीं दर्ज हुआ है। आप एक काम करिए हमें आपका खाता नंबर दे दीजिए तो आपके खाते में 5 हजार रुपए की राशि आ <box>602 617 770 756</box>
table-row <box>230 1854 773 1898</box>
cell: जमना नगर कॉलोनी, वार्ड नंबर 02, सरल नंबर 231, पी.एच. क्रमांक 1 प भूमि सर्वेक्षण संख्या 190/3, पैकी खांटालिया, देवास मध्य प्रदेश - 455001. <box>422 1777 644 1821</box>
au-col-borrower: ऋणी / सहऋणी / बंधककर्ता / गारन्टर / ऋण खाता संख्या <box>793 1528 971 1553</box>
masthead-url[interactable]: www.peoplessamachar.in <box>256 30 433 47</box>
msp-headline-1: समर्थन मूल्य पर खरीदी : एक <box>1207 78 1497 110</box>
cell: 3. <box>230 1777 258 1821</box>
table-row <box>793 1589 1537 1624</box>
